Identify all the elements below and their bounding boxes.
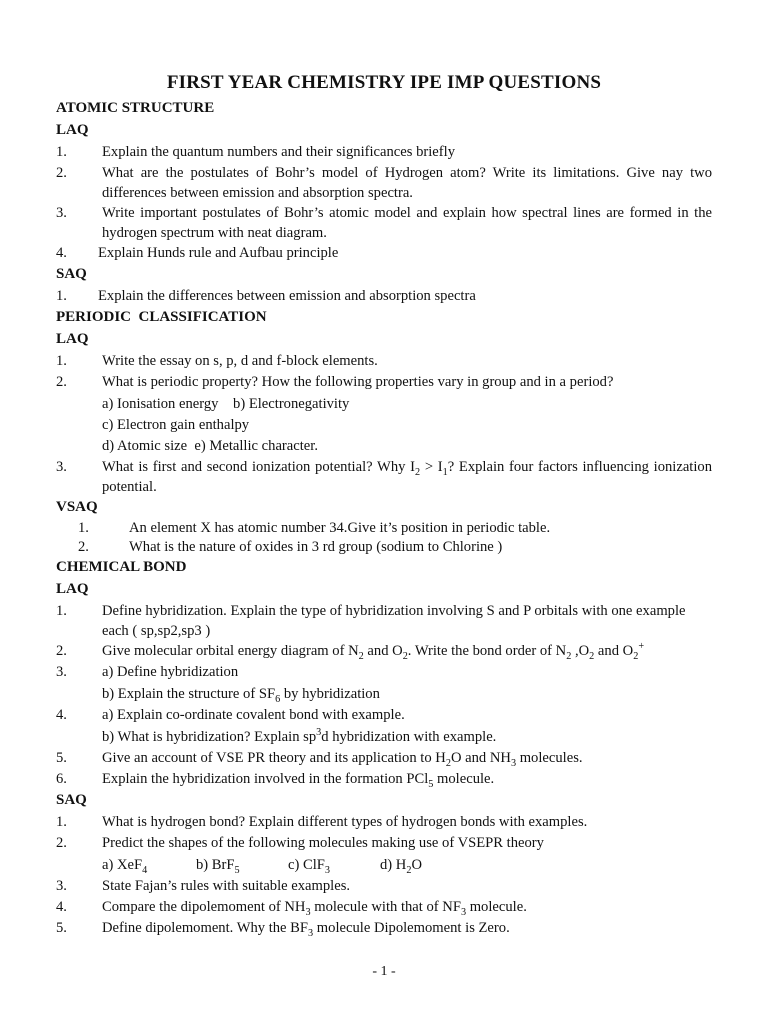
- section-heading-periodic-classification: PERIODIC CLASSIFICATION: [56, 309, 267, 325]
- subheading-laq: LAQ: [56, 581, 89, 597]
- section-heading-atomic-structure: ATOMIC STRUCTURE: [56, 100, 215, 116]
- section-heading-chemical-bond: CHEMICAL BOND: [56, 559, 187, 575]
- question-subitem: d) Atomic size e) Metallic character.: [102, 438, 318, 454]
- question-text: What is periodic property? How the following properties vary in group and in a period?: [102, 374, 614, 390]
- item-number: 1.: [78, 520, 89, 536]
- item-number: 2.: [56, 835, 67, 851]
- page-title: FIRST YEAR CHEMISTRY IPE IMP QUESTIONS: [166, 72, 602, 93]
- question-subitem: b) Explain the structure of $SF_6$ by hybridization: [102, 686, 380, 705]
- subheading-laq: LAQ: [56, 122, 89, 138]
- question-text: Give an account of VSE PR theory and its application to $H_2O$ and $NH_3$ molecules.: [102, 750, 583, 769]
- item-number: 4.: [56, 245, 67, 261]
- item-number: 4.: [56, 899, 67, 915]
- question-text: What is first and second ionization potential? Why $I_2 > I_1$? Explain four factors influencing ionization potential.: [102, 459, 712, 495]
- item-number: 1.: [56, 814, 67, 830]
- item-number: 5.: [56, 750, 67, 766]
- question-text: Explain the quantum numbers and their significances briefly: [102, 144, 455, 160]
- page-number: - 1 -: [372, 964, 396, 979]
- question-text: What is the nature of oxides in 3 rd group (sodium to Chlorine ): [129, 539, 503, 555]
- question-text: Predict the shapes of the following molecules making use of VSEPR theory: [102, 835, 544, 851]
- subheading-saq: SAQ: [56, 792, 87, 808]
- item-number: 6.: [56, 771, 67, 787]
- question-text: Write important postulates of Bohr’s atomic model and explain how spectral lines are formed in the hydrogen spectrum with neat diagram.: [102, 205, 712, 241]
- item-number: 3.: [56, 664, 67, 680]
- question-text: a) Define hybridization: [102, 664, 239, 680]
- option-a: a) XeF$_4$: [102, 857, 148, 876]
- item-number: 1.: [56, 603, 67, 619]
- item-number: 2.: [56, 374, 67, 390]
- question-text: Define hybridization. Explain the type of hybridization involving S and P orbitals with one example each ( sp,sp2,sp3 ): [102, 603, 686, 639]
- question-text: State Fajan’s rules with suitable examples.: [102, 878, 351, 894]
- question-text: An element X has atomic number 34.Give it’s position in periodic table.: [129, 520, 551, 536]
- item-number: 2.: [56, 165, 67, 181]
- question-subitem: a) Ionisation energy b) Electronegativity: [102, 396, 350, 412]
- item-number: 1.: [56, 288, 67, 304]
- item-number: 2.: [78, 539, 89, 555]
- question-text: Write the essay on s, p, d and f-block elements.: [102, 353, 378, 369]
- subheading-vsaq: VSAQ: [56, 499, 98, 515]
- subheading-laq: LAQ: [56, 331, 89, 347]
- item-number: 2.: [56, 643, 67, 659]
- item-number: 3.: [56, 459, 67, 475]
- question-text: Explain the differences between emission and absorption spectra: [98, 288, 476, 304]
- question-subitem: c) Electron gain enthalpy: [102, 417, 250, 433]
- item-number: 3.: [56, 205, 67, 221]
- question-text: Explain Hunds rule and Aufbau principle: [98, 245, 339, 261]
- question-text: What is hydrogen bond? Explain different types of hydrogen bonds with examples.: [102, 814, 588, 830]
- option-d: d) $H_2O$: [380, 857, 423, 876]
- item-number: 3.: [56, 878, 67, 894]
- question-text: a) Explain co-ordinate covalent bond with example.: [102, 707, 405, 723]
- option-c: c) ClF$_3$: [288, 857, 330, 876]
- question-text: Define dipolemoment. Why the $BF_3$ molecule Dipolemoment is Zero.: [102, 920, 510, 939]
- question-text: What are the postulates of Bohr’s model of Hydrogen atom? Write its limitations. Give nay two differences between emission and absorption spectra.: [102, 165, 712, 201]
- option-b: b) BrF$_5$: [196, 857, 240, 876]
- item-number: 5.: [56, 920, 67, 936]
- item-number: 4.: [56, 707, 67, 723]
- question-subitem: b) What is hybridization? Explain $sp^3d$ hybridization with example.: [102, 727, 497, 745]
- question-text: Explain the hybridization involved in the formation PCl$_5$ molecule.: [102, 771, 495, 790]
- question-text: Give molecular orbital energy diagram of $N_2$ and $O_2$. Write the bond order of $N_2$ $,O_2$ and $O_2^+$: [102, 641, 645, 662]
- subheading-saq: SAQ: [56, 266, 87, 282]
- item-number: 1.: [56, 144, 67, 160]
- question-text: Compare the dipolemoment of $NH_3$ molecule with that of $NF_3$ molecule.: [102, 899, 527, 918]
- item-number: 1.: [56, 353, 67, 369]
